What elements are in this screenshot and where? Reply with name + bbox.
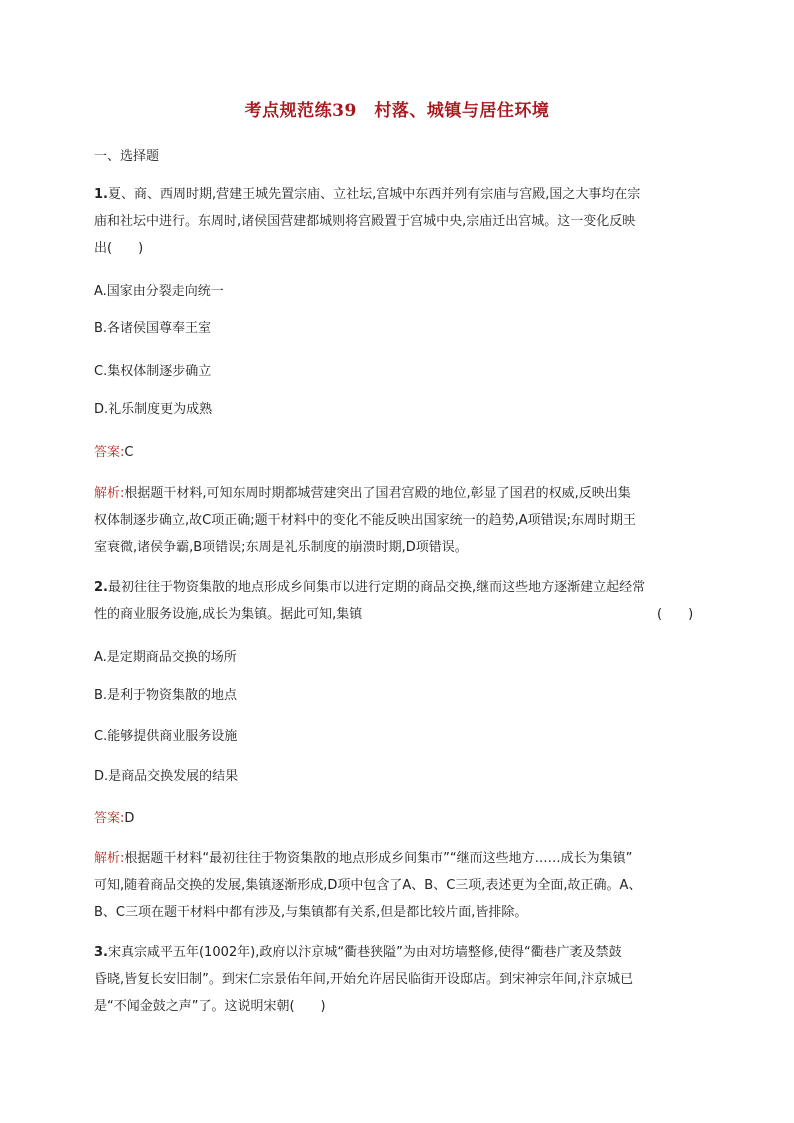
question-2-line-1 xyxy=(94,578,645,598)
answer-value: C xyxy=(124,445,134,460)
question-text: 最初往往于物资集散的地点形成乡间集市以进行定期的商品交换,继而这些地方逐渐建立起经常 xyxy=(107,580,646,595)
option-a: A.国家由分裂走向统一 xyxy=(94,284,224,299)
analysis-line-3: B、C三项在题干材料中都有涉及,与集镇都有关系,但是都比较片面,皆排除。 xyxy=(94,905,528,920)
analysis-line-3: 室衰微,诸侯争霸,B项错误;东周是礼乐制度的崩溃时期,D项错误。 xyxy=(94,540,468,555)
answer-line xyxy=(94,809,134,829)
question-1-line-1 xyxy=(94,185,640,205)
question-number: 1. xyxy=(94,187,108,202)
question-2-line-2: 性的商业服务设施,成长为集镇。据此可知,集镇 xyxy=(94,607,363,622)
question-number: 2. xyxy=(94,580,108,595)
question-text: 宋真宗咸平五年(1002年),政府以汴京城“衢巷狭隘”为由对坊墙整修,使得“衢巷广袤及禁鼓 xyxy=(107,945,622,960)
question-3-line-3: 是“不闻金鼓之声”了。这说明宋朝( ) xyxy=(94,999,326,1014)
analysis-line-2: 权体制逐步确立,故C项正确;题干材料中的变化不能反映出国家统一的趋势,A项错误;东周时期王 xyxy=(94,513,636,528)
option-b: B.是利于物资集散的地点 xyxy=(94,688,238,703)
option-a: A.是定期商品交换的场所 xyxy=(94,650,237,665)
option-d: D.是商品交换发展的结果 xyxy=(94,769,239,784)
question-number: 3. xyxy=(94,945,108,960)
option-c: C.集权体制逐步确立 xyxy=(94,364,212,379)
analysis-label: 解析: xyxy=(94,851,125,866)
page-title: 考点规范练39 村落、城镇与居住环境 xyxy=(244,101,550,121)
answer-bracket: ( ) xyxy=(657,607,694,622)
answer-label: 答案: xyxy=(94,811,125,826)
section-heading: 一、选择题 xyxy=(94,149,160,164)
question-3-line-2: 昏晓,皆复长安旧制”。到宋仁宗景佑年间,开始允许居民临街开设邸店。到宋神宗年间,汴京城已 xyxy=(94,972,634,987)
question-1-line-3: 出( ) xyxy=(94,241,144,256)
analysis-line-2: 可知,随着商品交换的发展,集镇逐渐形成,D项中包含了A、B、C三项,表述更为全面,故正确。A、 xyxy=(94,878,642,893)
option-d: D.礼乐制度更为成熟 xyxy=(94,402,213,417)
question-text: 夏、商、西周时期,营建王城先置宗庙、立社坛,宫城中东西并列有宗庙与宫殿,国之大事均在宗 xyxy=(107,187,641,202)
option-b: B.各诸侯国尊奉王室 xyxy=(94,321,212,336)
analysis-text: 根据题干材料“最初往往于物资集散的地点形成乡间集市”“继而这些地方……成长为集镇” xyxy=(124,851,633,866)
analysis-line-1 xyxy=(94,484,631,504)
analysis-label: 解析: xyxy=(94,486,125,501)
answer-label: 答案: xyxy=(94,445,125,460)
answer-line xyxy=(94,443,133,463)
analysis-text: 根据题干材料,可知东周时期都城营建突出了国君宫殿的地位,彰显了国君的权威,反映出集 xyxy=(124,486,631,501)
question-3-line-1 xyxy=(94,943,622,963)
analysis-line-1 xyxy=(94,849,632,869)
answer-value: D xyxy=(124,811,135,826)
option-c: C.能够提供商业服务设施 xyxy=(94,729,238,744)
question-1-line-2: 庙和社坛中进行。东周时,诸侯国营建都城则将宫殿置于宫城中央,宗庙迁出宫城。这一变化反映 xyxy=(94,214,636,229)
